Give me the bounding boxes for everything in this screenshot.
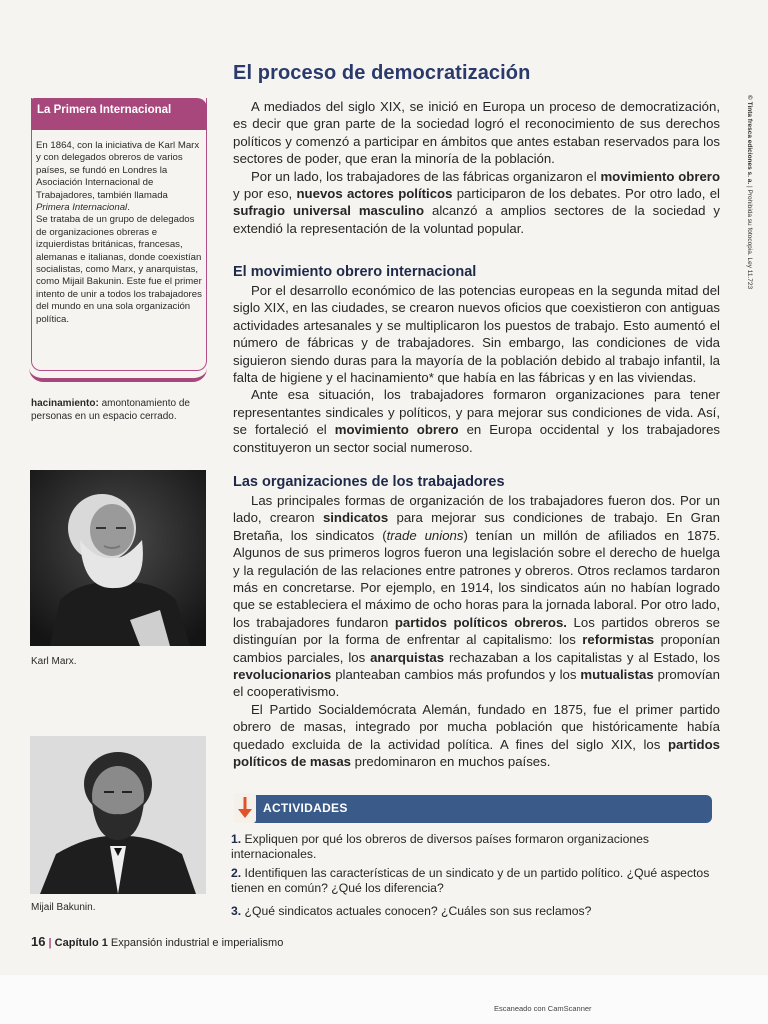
photo-mijail-bakunin [30, 736, 206, 894]
intro-paragraph-1: A mediados del siglo XIX, se inició en Europa un proceso de democratización, es decir que gran parte de la sociedad logró el reconocimiento de sus derechos políticos y comenzó a participar en ámbitos que antes estaban reservados para los sectores de poder, que eran la minoría de la población. [233, 99, 720, 167]
activities-label: ACTIVIDADES [263, 801, 348, 815]
section2-paragraph-2: El Partido Socialdemócrata Alemán, fundado en 1875, fue el primer partido obrero de masas, integrado por mucha población que históricamente había quedado excluida de la actividad política. A fines del siglo XIX, los partidos políticos de masas predominaron en muchos países. [233, 701, 720, 770]
activity-item: 1. Expliquen por qué los obreros de diversos países formaron organizaciones internacionales. [231, 832, 650, 861]
caption-mijail-bakunin: Mijail Bakunin. [31, 902, 96, 913]
sidebox-text [36, 140, 204, 326]
activity-item: 2. Identifiquen las características de un sindicato y de un partido político. ¿Qué aspectos tienen en común? ¿Qué los diferencia? [231, 866, 710, 895]
scanner-watermark: Escaneado con CamScanner [494, 1004, 592, 1013]
section-heading-movimiento-obrero: El movimiento obrero internacional [233, 264, 477, 280]
section1-paragraph-1: Por el desarrollo económico de las potencias europeas en la segunda mitad del siglo XIX, en las ciudades, se crearon nuevos oficios que coexistieron con antiguas actividades artesanales y se multiplicaron los puestos de trabajo. Esto aumentó el número de fábricas y de trabajadores. Sin embargo, las condiciones de vida siguieron siendo duras para la mayoría de la población debido al trabajo infantil, la falta de higiene y el hacinamiento* que había en las fábricas y en las viviendas. [233, 283, 720, 386]
bottom-band [0, 975, 768, 1024]
section2-paragraph-1: Las principales formas de organización de los trabajadores fueron dos. Por un lado, crearon sindicatos para mejorar sus condiciones de trabajo. En Gran Bretaña, los sindicatos (trade unions) tenían un millón de afiliados en 1875. Algunos de sus primeros logros fueron una legislación sobre el derecho de huelga y la regulación de las relaciones entre patrones y obreros. Otros reclamos tardaron más en concretarse. Por ejemplo, en 1914, los sindicatos aún no habían logrado que se estableciera el máximo de ocho horas para la jornada laboral. Por otro lado, los trabajadores fundaron partidos políticos obreros. Los partidos obreros se distinguían por la forma de enfrentar al capitalismo: los reformistas proponían cambios parciales, los anarquistas rechazaban a los capitalistas y al Estado, los revolucionarios planteaban cambios más profundos y los mutualistas promovían el cooperativismo. [233, 493, 720, 700]
glossary-definition: amontonamiento de personas en un espacio cerrado. [31, 398, 190, 422]
page-number: 16 [31, 934, 46, 949]
activity-item: 3. ¿Qué sindicatos actuales conocen? ¿Cuáles son sus reclamos? [231, 904, 592, 918]
section-heading-organizaciones: Las organizaciones de los trabajadores [233, 474, 505, 490]
sidebox-paragraph-1: En 1864, con la iniciativa de Karl Marx y con delegados obreros de varios países, se fundó en Londres la Asociación Internacional de Trabajadores, también llamada Primera Internacional. [36, 140, 200, 214]
sidebox-header [31, 98, 207, 130]
page-footer: 16 | Capítulo 1 Expansión industrial e imperialismo [31, 934, 284, 949]
sidebox-primera-internacional [31, 98, 207, 380]
section2-text [233, 492, 720, 771]
copyright-credit: © Tinta fresca ediciones s. a. | Prohibida su fotocopia. Ley 11.723 [746, 95, 753, 290]
chapter-label: Capítulo 1 [54, 937, 108, 949]
intro-text [233, 98, 720, 237]
photo-karl-marx [30, 470, 206, 646]
caption-karl-marx: Karl Marx. [31, 656, 77, 667]
glossary-term: hacinamiento: [31, 398, 99, 409]
arrow-down-icon [234, 793, 256, 823]
glossary-note [31, 397, 211, 423]
activities-banner [236, 795, 712, 823]
section1-text [233, 282, 720, 456]
sidebox-title: La Primera Internacional [37, 104, 172, 116]
chapter-title: Expansión industrial e imperialismo [110, 937, 284, 949]
section1-paragraph-2: Ante esa situación, los trabajadores formaron organizaciones para tener representantes sindicales y políticos, y para mejorar sus condiciones de vida. Así, se fortaleció el movimiento obrero en Europa occidental y los trabajadores constituyeron un sector social numeroso. [233, 387, 721, 455]
sidebox-paragraph-2: Se trataba de un grupo de delegados de organizaciones obreras e izquierdistas británicas, francesas, alemanas e italianas, donde coexistían socialistas, como Marx, y anarquistas, como Mijail Bakunin. Este fue el primer intento de unir a todos los trabajadores del mundo en una sola organización política. [36, 214, 202, 325]
intro-paragraph-2: Por un lado, los trabajadores de las fábricas organizaron el movimiento obrero y por eso, nuevos actores políticos participaron de los debates. Por otro lado, el sufragio universal masculino alcanzó a amplios sectores de la sociedad y extendió la representación de la voluntad popular. [233, 168, 720, 236]
page-title: El proceso de democratización [233, 62, 531, 84]
sidebox-bottom-curve [29, 360, 207, 382]
